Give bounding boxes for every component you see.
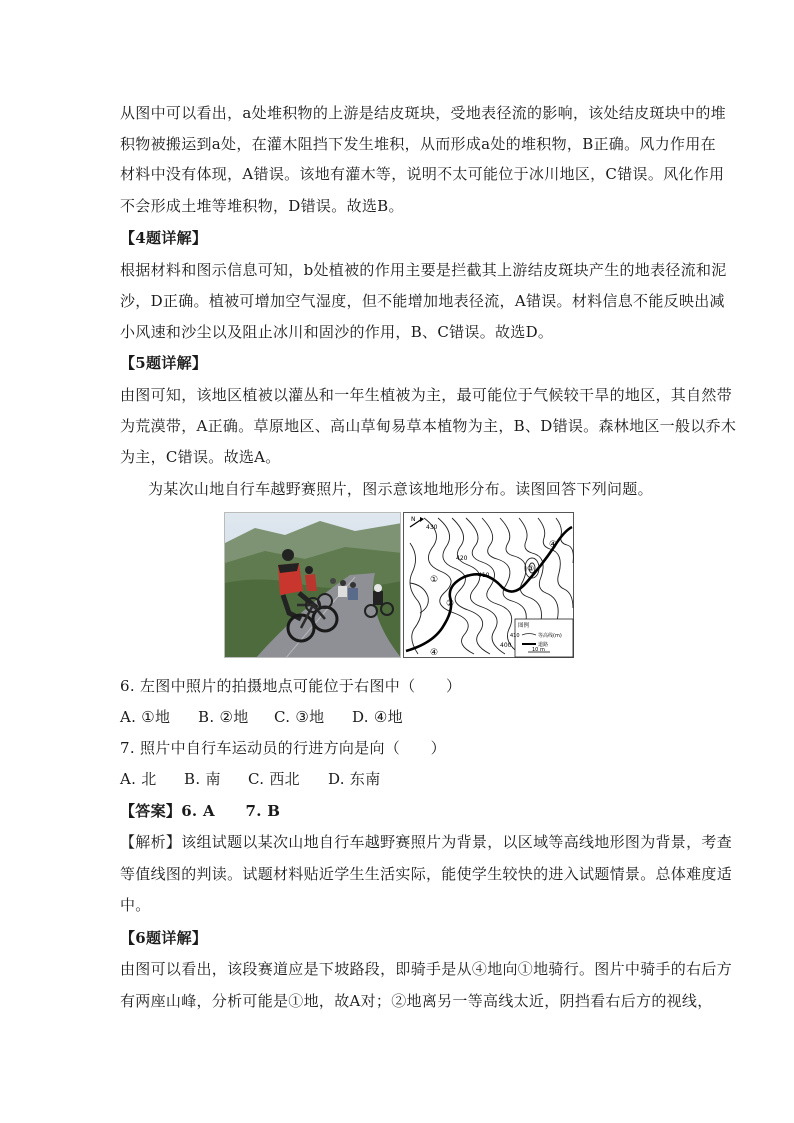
option-c: C. ③地 bbox=[274, 708, 325, 726]
legend-contour-value: 410 bbox=[510, 633, 520, 639]
section-heading: 【4题详解】 bbox=[120, 229, 208, 247]
contour-label-430: 430 bbox=[426, 524, 438, 531]
question-7: 7. 照片中自行车运动员的行进方向是向（ ） bbox=[120, 739, 446, 757]
point-3: ③ bbox=[527, 564, 535, 573]
contour-label-410: 410 bbox=[478, 572, 490, 579]
cycling-photo bbox=[224, 512, 401, 658]
option-b: B. 南 bbox=[184, 770, 221, 788]
contour-label-400: 400 bbox=[500, 642, 512, 649]
question-7-options bbox=[120, 769, 680, 789]
point-1: ① bbox=[430, 575, 439, 585]
paragraph-line: 材料中没有体现，A错误。该地有灌木等，说明不太可能位于冰川地区，C错误。风化作用 bbox=[120, 165, 725, 183]
section-heading: 【6题详解】 bbox=[120, 929, 208, 947]
section-heading: 【5题详解】 bbox=[120, 354, 208, 372]
option-d: D. 东南 bbox=[328, 770, 381, 788]
analysis-line: 中。 bbox=[120, 896, 151, 914]
paragraph-line: 由图可以看出，该段赛道应是下坡路段，即骑手是从④地向①地骑行。图片中骑手的右后方 bbox=[120, 960, 733, 978]
paragraph-line: 有两座山峰，分析可能是①地，故A对；②地离另一等高线太近，阴挡看右后方的视线， bbox=[120, 992, 713, 1010]
paragraph-line: 积物被搬运到a处，在灌木阻挡下发生堆积，从而形成a处的堆积物，B正确。风力作用在 bbox=[120, 135, 716, 153]
paragraph-line: 小风速和沙尘以及阻止冰川和固沙的作用，B、C错误。故选D。 bbox=[120, 323, 554, 341]
paragraph-line: 为荒漠带，A正确。草原地区、高山草甸易草本植物为主，B、D错误。森林地区一般以乔木 bbox=[120, 417, 737, 435]
option-c: C. 西北 bbox=[248, 770, 300, 788]
legend-road-label: 道路 bbox=[538, 642, 549, 648]
point-4-lower: ④ bbox=[430, 648, 439, 658]
figure bbox=[224, 512, 574, 658]
question-6-options bbox=[120, 707, 680, 727]
svg-text:N: N bbox=[411, 516, 416, 523]
contour-label-420: 420 bbox=[456, 555, 468, 562]
answer-line: 【答案】6. A 7. B bbox=[120, 802, 281, 820]
legend-scale: 10 m bbox=[532, 647, 545, 653]
option-a: A. ①地 bbox=[120, 708, 171, 726]
point-4: ④ bbox=[549, 540, 558, 550]
paragraph-line: 从图中可以看出，a处堆积物的上游是结皮斑块，受地表径流的影响，该处结皮斑块中的堆 bbox=[120, 104, 726, 122]
paragraph-line: 为主，C错误。故选A。 bbox=[120, 448, 281, 466]
legend-title: 图例 bbox=[518, 623, 530, 629]
option-d: D. ④地 bbox=[352, 708, 403, 726]
analysis-line: 【解析】该组试题以某次山地自行车越野赛照片为背景，以区域等高线地形图为背景，考查 bbox=[120, 833, 733, 851]
contour-map bbox=[403, 512, 574, 658]
paragraph-line: 不会形成土堆等堆积物，D错误。故选B。 bbox=[120, 197, 404, 215]
option-b: B. ②地 bbox=[198, 708, 249, 726]
question-6: 6. 左图中照片的拍摄地点可能位于右图中（ ） bbox=[120, 677, 462, 695]
option-a: A. 北 bbox=[120, 770, 157, 788]
question-intro: 为某次山地自行车越野赛照片，图示意该地地形分布。读图回答下列问题。 bbox=[148, 480, 653, 498]
paragraph-line: 根据材料和图示信息可知，b处植被的作用主要是拦截其上游结皮斑块产生的地表径流和泥 bbox=[120, 261, 727, 279]
paragraph-line: 沙，D正确。植被可增加空气湿度，但不能增加地表径流，A错误。材料信息不能反映出减 bbox=[120, 292, 725, 310]
legend-contour-label: 等高线(m) bbox=[538, 633, 562, 639]
analysis-line: 等值线图的判读。试题材料贴近学生生活实际，能使学生较快的进入试题情景。总体难度适 bbox=[120, 865, 733, 883]
point-2: ② bbox=[446, 599, 455, 609]
paragraph-line: 由图可知，该地区植被以灌丛和一年生植被为主，最可能位于气候较干旱的地区，其自然带 bbox=[120, 386, 733, 404]
